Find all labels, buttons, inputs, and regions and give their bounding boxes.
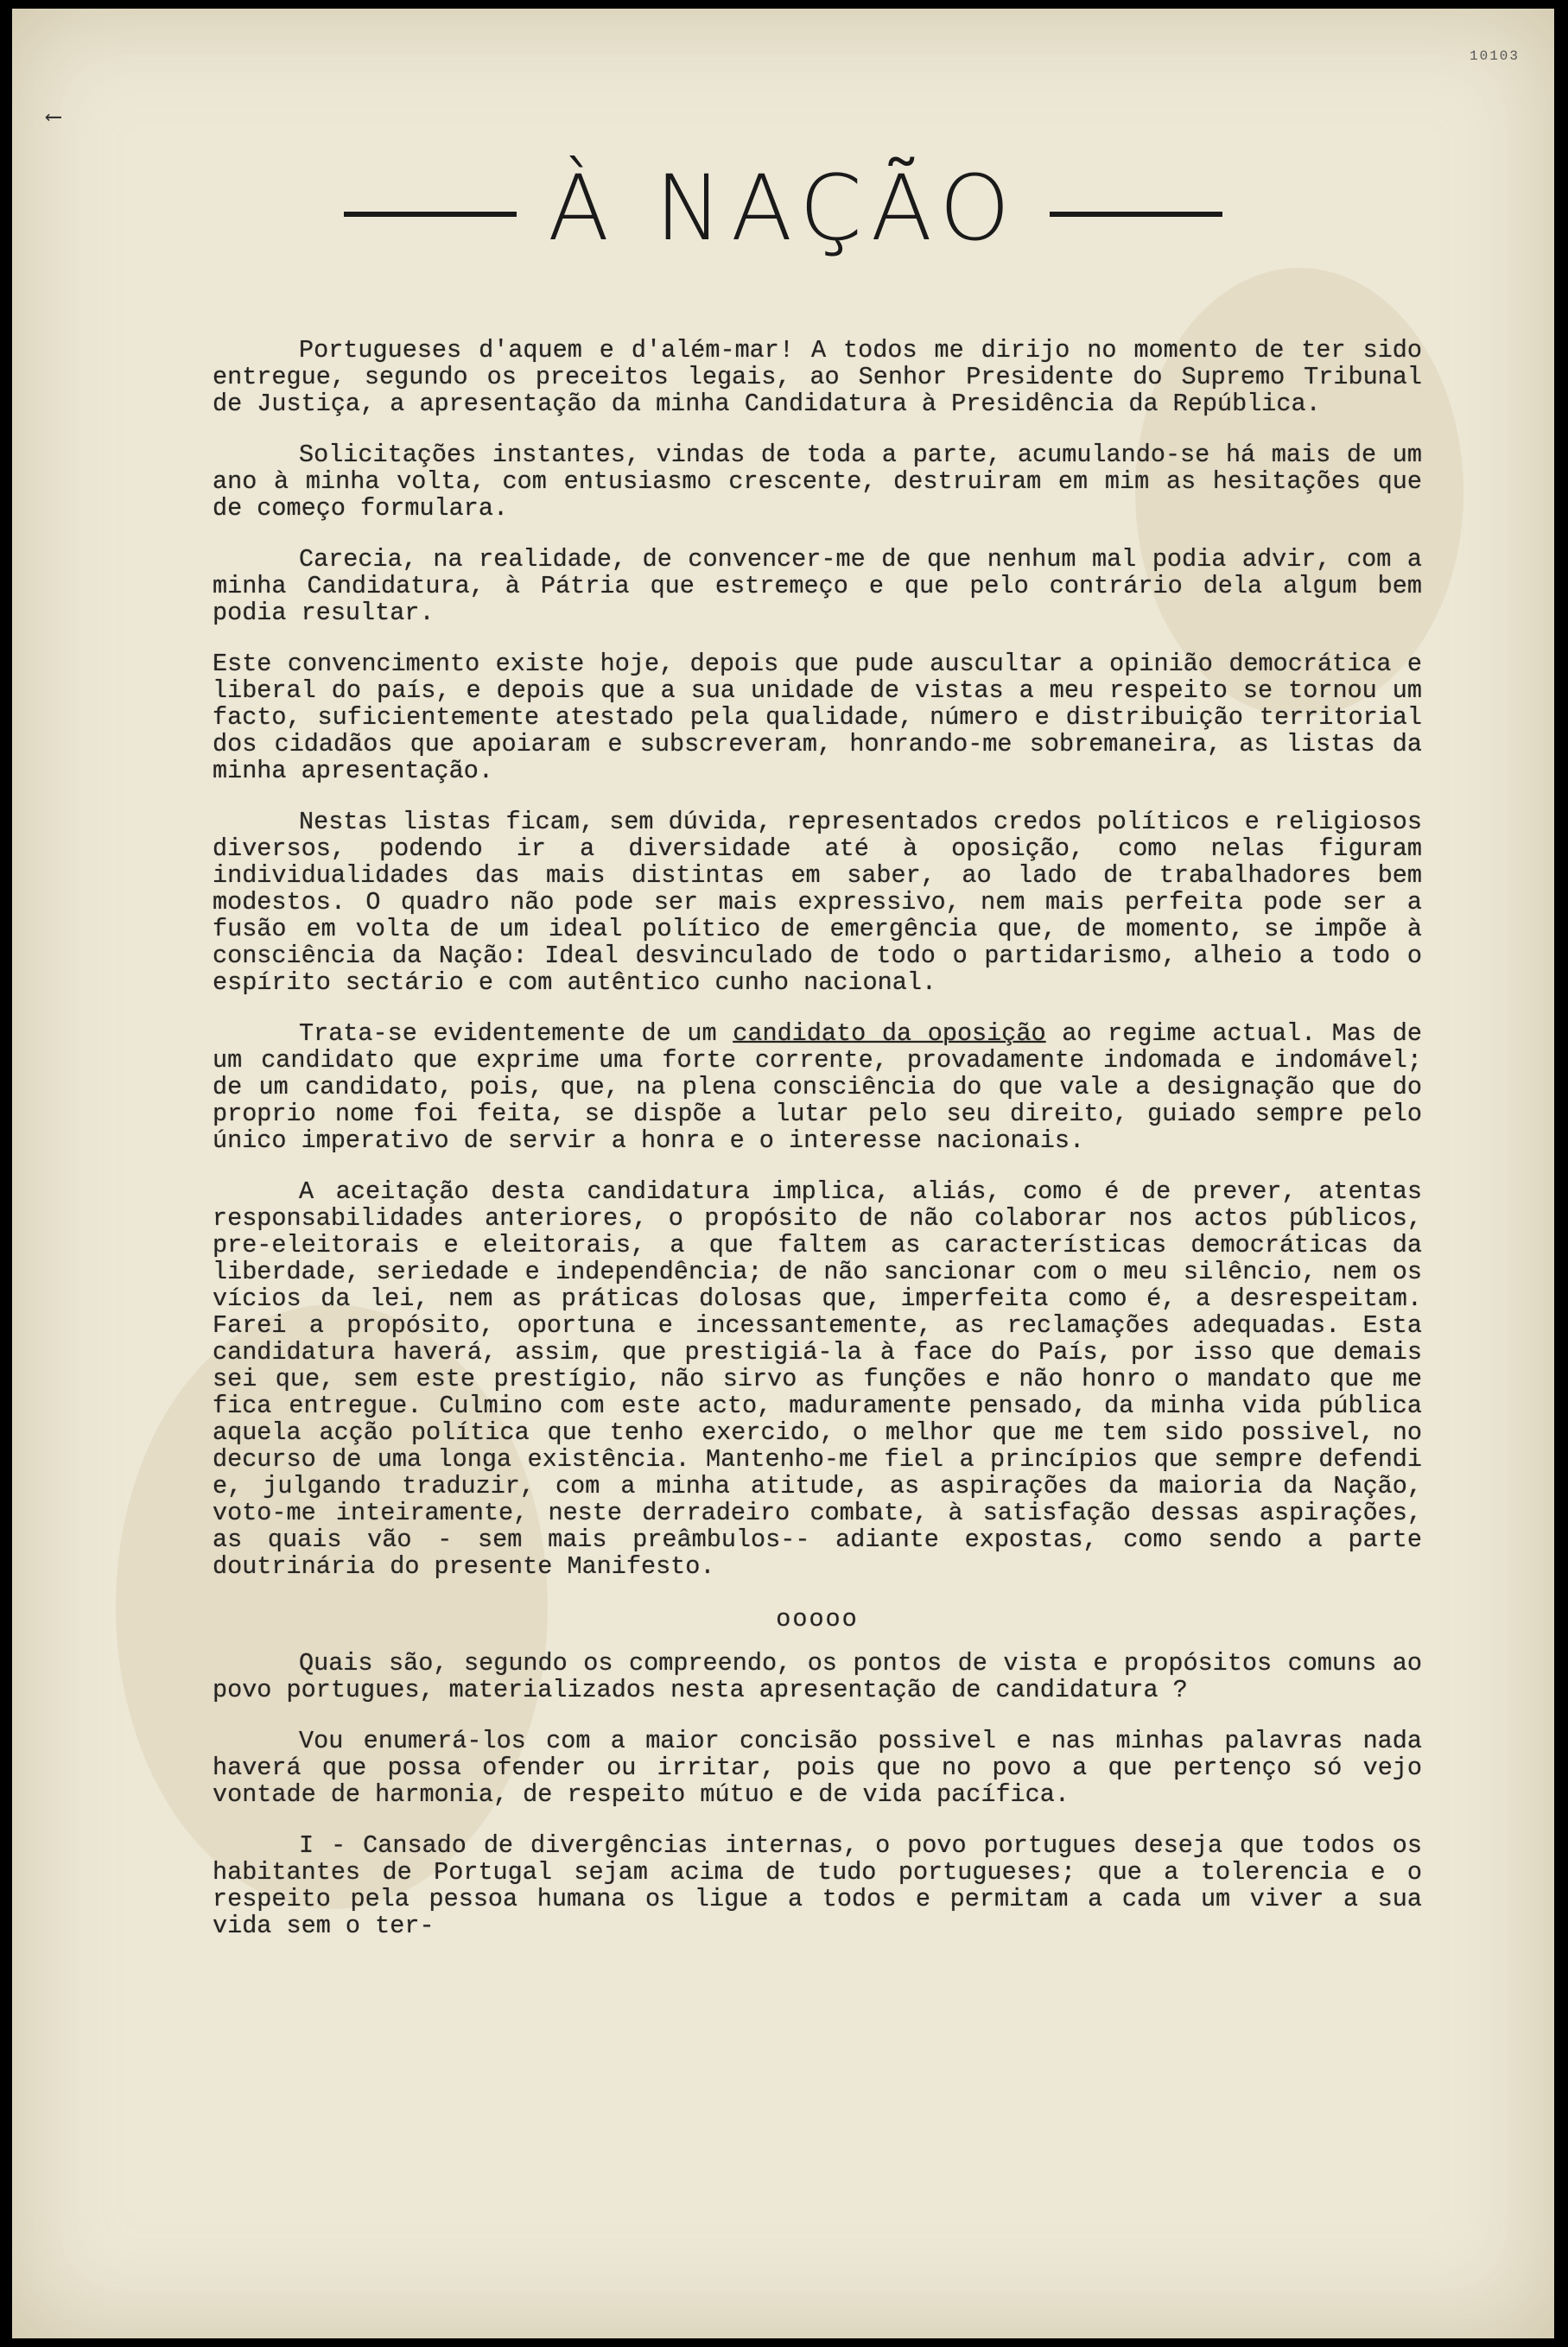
paragraph: Solicitações instantes, vindas de toda a parte, acumulando-se há mais de um ano à minha volta, com entusiasmo crescente, destruiram em mim as hesitações que de começo formulara.: [213, 441, 1422, 523]
paragraph: A aceitação desta candidatura implica, aliás, como é de prever, atentas responsabilidades anteriores, o propósito de não colaborar nos actos públicos, pre-eleitorais e eleitorais, a que faltem as características democráticas da liberdade, seriedade e independência; de não sancionar com o meu silêncio, nem os vícios da lei, nem as práticas dolosas que, imperfeita como é, a desrespeitam. Farei a propósito, oportuna e incessantemente, as reclamações adequadas. Esta candidatura haverá, assim, que prestigiá-la à face do País, por isso que demais sei que, sem este prestígio, não sirvo as funções e não honro o mandato que me fica entregue. Culmino com este acto, maduramente pensado, da minha vida pública aquela acção política que tenho exercido, o melhor que me tem sido possivel, no decurso de uma longa existência. Mantenho-me fiel a princípios que sempre defendi e, julgando traduzir, com a minha atitude, as aspirações da maioria da Nação, voto-me inteiramente, neste derradeiro combate, à satisfação dessas aspirações, as quais vão - sem mais preâmbulos-- adiante expostas, como sendo a parte doutrinária do presente Manifesto.: [213, 1177, 1422, 1581]
paragraph: Nestas listas ficam, sem dúvida, representados credos políticos e religiosos diversos, podendo ir a diversidade até à oposição, como nelas figuram individualidades das mais distintas em saber, ao lado de trabalhadores bem modestos. O quadro não pode ser mais expressivo, nem mais perfeita pode ser a fusão em volta de um ideal político de emergência que, de momento, se impõe à consciência da Nação: Ideal desvinculado de todo o partidarismo, alheio a todo o espírito sectário e com autêntico cunho nacional.: [213, 808, 1422, 997]
archive-number: 10103: [1469, 48, 1520, 64]
section-separator: ooooo: [776, 1605, 859, 1633]
paragraph: Portugueses d'aquem e d'além-mar! A todos me dirijo no momento de ter sido entregue, segundo os preceitos legais, ao Senhor Presidente do Supremo Tribunal de Justiça, a apresentação da minha Candidatura à Presidência da República.: [213, 336, 1422, 418]
paragraph: Quais são, segundo os compreendo, os pontos de vista e propósitos comuns ao povo portugues, materializados nesta apresentação de candidatura ?: [213, 1649, 1422, 1704]
title-dash-right: [1050, 212, 1222, 217]
document-title: À NAÇÃO: [547, 155, 1019, 261]
paragraph: Carecia, na realidade, de convencer-me de que nenhum mal podia advir, com a minha Candidatura, à Pátria que estremeço e que pelo contrário dela algum bem podia resultar.: [213, 545, 1422, 627]
paragraph: Este convencimento existe hoje, depois que pude auscultar a opinião democrática e liberal do país, e depois que a sua unidade de vistas a meu respeito se tornou um facto, suficientemente atestado pela qualidade, número e distribuição territorial dos cidadãos que apoiaram e subscreveram, honrando-me sobremaneira, as listas da minha apresentação.: [213, 650, 1422, 785]
manifesto-body: [213, 337, 1422, 1963]
title-row: [12, 155, 1554, 261]
paragraph: Trata-se evidentemente de um candidato da oposição ao regime actual. Mas de um candidato que exprime uma forte corrente, provadamente indomada e indomável; de um candidato, pois, que, na plena consciência do que vale a designação que do proprio nome foi feita, se dispõe a lutar pelo seu direito, guiado sempre pelo único imperativo de servir a honra e o interesse nacionais.: [213, 1019, 1422, 1155]
title-dash-left: [344, 212, 517, 217]
underlined-phrase: candidato da oposição: [733, 1019, 1046, 1048]
document-sheet: [12, 9, 1554, 2338]
paragraph: Vou enumerá-los com a maior concisão possivel e nas minhas palavras nada haverá que possa ofender ou irritar, pois que no povo a que pertenço só vejo vontade de harmonia, de respeito mútuo e de vida pacífica.: [213, 1727, 1422, 1809]
paragraph: I - Cansado de divergências internas, o povo portugues deseja que todos os habitantes de Portugal sejam acima de tudo portugueses; que a tolerencia e o respeito pela pessoa humana os ligue a todos e permitam a cada um viver a sua vida sem o ter-: [213, 1831, 1422, 1940]
pencil-mark: ⟵: [47, 105, 60, 130]
